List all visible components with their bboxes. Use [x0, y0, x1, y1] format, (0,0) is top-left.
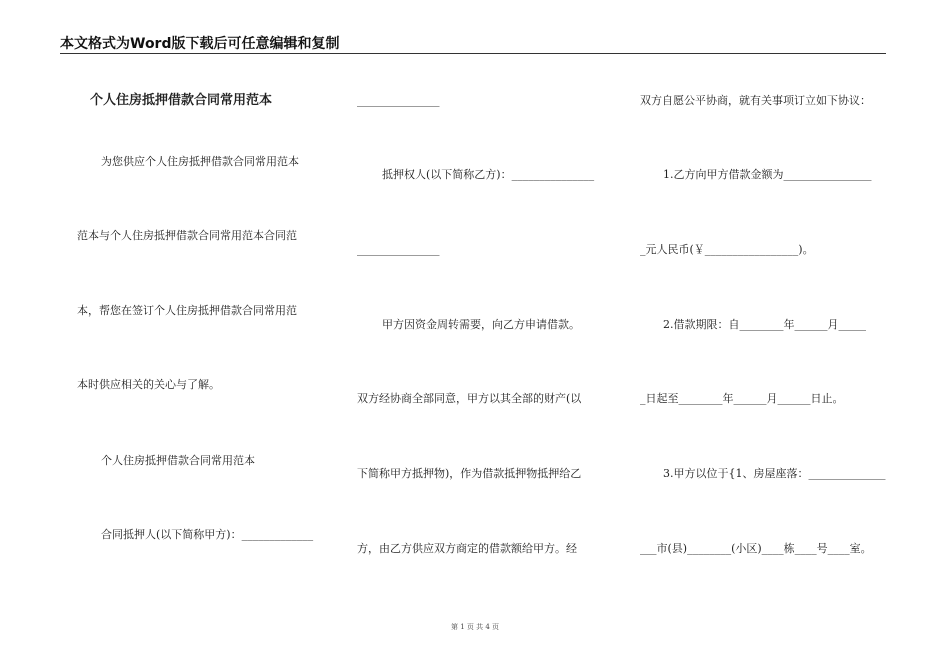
- page-footer: [0, 622, 950, 632]
- paragraph-line: 双方自愿公平协商，就有关事项订立如下协议：: [640, 94, 871, 107]
- mortgagee-line: 抵押权人(以下简称乙方)：_______________: [382, 168, 595, 181]
- clause-2-line: 2.借款期限：自________年______月_____: [663, 318, 866, 331]
- paragraph-line: 本，帮您在签订个人住房抵押借款合同常用范: [77, 304, 297, 317]
- paragraph-line: 为您供应个人住房抵押借款合同常用范本: [101, 155, 299, 168]
- clause-1-line: 1.乙方向甲方借款金额为________________: [663, 168, 872, 181]
- clause-2-end-line: _日起至________年______月______日止。: [640, 392, 844, 405]
- clause-1-amount-line: _元人民币(￥_________________)。: [640, 243, 814, 256]
- page-number: 第 1 页 共 4 页: [450, 623, 500, 631]
- header-text: 本文格式为Word版下载后可任意编辑和复制: [60, 36, 340, 52]
- paragraph-line: 方，由乙方供应双方商定的借款额给甲方。经: [357, 542, 577, 555]
- document-header: [60, 33, 886, 54]
- mortgagor-line: 合同抵押人(以下简称甲方)：_____________: [101, 528, 314, 541]
- blank-line: _______________: [357, 243, 440, 256]
- paragraph-line: 甲方因资金周转需要，向乙方申请借款。: [382, 318, 580, 331]
- section-heading: 个人住房抵押借款合同常用范本: [101, 454, 255, 467]
- blank-line: _______________: [357, 94, 440, 107]
- paragraph-line: 范本与个人住房抵押借款合同常用范本合同范: [77, 229, 297, 242]
- paragraph-line: 本时供应相关的关心与了解。: [77, 378, 220, 391]
- paragraph-line: 双方经协商全部同意，甲方以其全部的财产(以: [357, 392, 582, 405]
- clause-3-address-line: ___市(县)________(小区)____栋____号____室。: [640, 542, 872, 555]
- document-title: 个人住房抵押借款合同常用范本: [90, 93, 273, 108]
- paragraph-line: 下简称甲方抵押物)，作为借款抵押物抵押给乙: [357, 467, 582, 480]
- clause-3-line: 3.甲方以位于{1、房屋座落：______________: [663, 467, 886, 480]
